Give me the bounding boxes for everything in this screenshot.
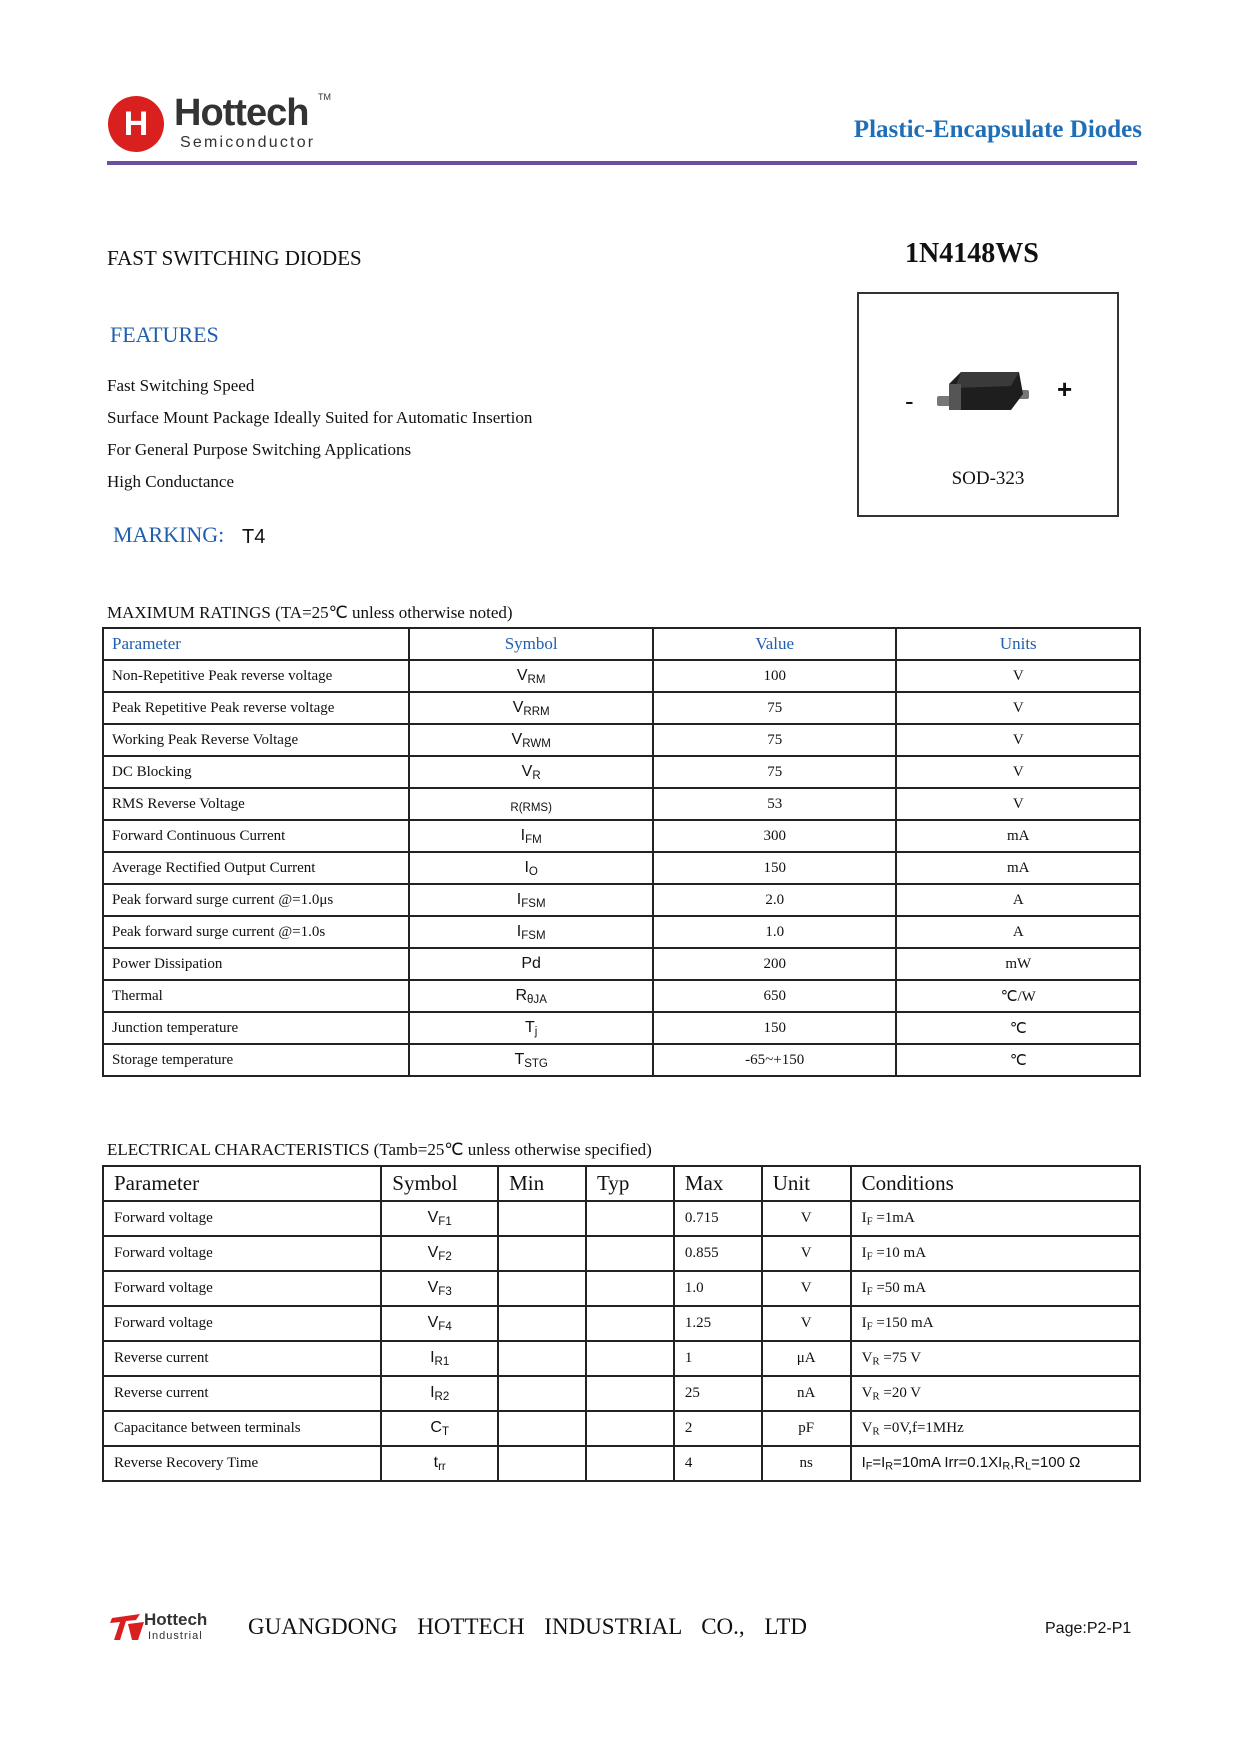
conditions-cell — [851, 1341, 1140, 1376]
footer-company: GUANGDONG HOTTECH INDUSTRIAL CO., LTD — [248, 1614, 807, 1639]
min-cell — [498, 1341, 586, 1376]
condition-text: =20 V — [879, 1384, 922, 1401]
table-row — [103, 948, 1140, 980]
unit-cell: A — [896, 916, 1140, 948]
unit-cell: pF — [762, 1411, 851, 1446]
unit-cell: V — [762, 1271, 851, 1306]
conditions-cell — [851, 1376, 1140, 1411]
table-row — [103, 852, 1140, 884]
value-cell: 300 — [653, 820, 897, 852]
unit-cell: μA — [762, 1341, 851, 1376]
symbol-cell — [381, 1341, 498, 1376]
symbol-letter: t — [433, 1454, 439, 1472]
symbol-subscript: R1 — [434, 1355, 450, 1368]
table-row — [103, 1411, 1140, 1446]
table-row — [103, 1376, 1140, 1411]
table-row — [103, 820, 1140, 852]
table-row — [103, 1201, 1140, 1236]
symbol-cell — [409, 692, 653, 724]
condition-text: ,R — [1010, 1454, 1026, 1472]
table-row — [103, 1236, 1140, 1271]
parameter-cell: Peak forward surge current @=1.0s — [103, 916, 409, 948]
condition-text: =150 mA — [872, 1314, 934, 1331]
table-row — [103, 916, 1140, 948]
unit-cell: V — [762, 1306, 851, 1341]
unit-cell: ℃/W — [896, 980, 1140, 1012]
package-image — [931, 364, 1041, 424]
doc-category: FAST SWITCHING DIODES — [107, 246, 362, 270]
condition-text: =0V,f=1MHz — [879, 1419, 964, 1436]
marking-value: T4 — [242, 526, 266, 548]
symbol-letter: Pd — [521, 954, 541, 972]
max-cell: 2 — [674, 1411, 762, 1446]
max-cell: 1 — [674, 1341, 762, 1376]
unit-cell: V — [896, 660, 1140, 692]
min-cell — [498, 1201, 586, 1236]
feature-item: Fast Switching Speed — [107, 376, 255, 395]
table-row — [103, 660, 1140, 692]
condition-text: =10mA Irr=0.1XI — [893, 1454, 1003, 1472]
symbol-subscript: FSM — [521, 897, 546, 910]
parameter-cell: Storage temperature — [103, 1044, 409, 1076]
condition-subscript: L — [1025, 1460, 1032, 1473]
marking-heading: MARKING: — [113, 522, 225, 547]
parameter-cell: Peak Repetitive Peak reverse voltage — [103, 692, 409, 724]
unit-cell: nA — [762, 1376, 851, 1411]
symbol-subscript: R2 — [434, 1390, 450, 1403]
symbol-subscript: RRM — [523, 705, 550, 718]
max-cell: 0.715 — [674, 1201, 762, 1236]
min-cell — [498, 1306, 586, 1341]
symbol-letter: I — [516, 890, 522, 908]
condition-text: =10 mA — [872, 1244, 927, 1261]
table-header-row — [103, 628, 1140, 660]
min-cell — [498, 1446, 586, 1481]
value-cell: 2.0 — [653, 884, 897, 916]
footer-logo-sub: Industrial — [148, 1630, 203, 1642]
table-row — [103, 980, 1140, 1012]
parameter-cell: Reverse current — [103, 1341, 381, 1376]
feature-item: High Conductance — [107, 472, 234, 491]
condition-subscript: R — [872, 1355, 880, 1368]
condition-text: =I — [872, 1454, 886, 1472]
symbol-letter: V — [512, 698, 524, 716]
min-cell — [498, 1236, 586, 1271]
max-cell: 25 — [674, 1376, 762, 1411]
condition-subscript: R — [1002, 1460, 1011, 1473]
symbol-subscript: T — [441, 1425, 449, 1438]
value-cell: 75 — [653, 756, 897, 788]
unit-cell: V — [896, 788, 1140, 820]
unit-cell: ns — [762, 1446, 851, 1481]
symbol-letter: T — [525, 1018, 535, 1036]
symbol-cell — [409, 724, 653, 756]
column-header: Parameter — [103, 1166, 381, 1201]
table-row — [103, 1271, 1140, 1306]
symbol-subscript: rr — [438, 1460, 446, 1473]
conditions-cell — [851, 1306, 1140, 1341]
parameter-cell: Non-Repetitive Peak reverse voltage — [103, 660, 409, 692]
condition-subscript: R — [872, 1390, 880, 1403]
unit-cell: ℃ — [896, 1044, 1140, 1076]
symbol-letter: V — [427, 1244, 439, 1262]
symbol-subscript: F3 — [438, 1285, 452, 1298]
unit-cell: mA — [896, 852, 1140, 884]
parameter-cell: Thermal — [103, 980, 409, 1012]
parameter-cell: Forward voltage — [103, 1306, 381, 1341]
typ-cell — [586, 1306, 674, 1341]
value-cell: 650 — [653, 980, 897, 1012]
table-row — [103, 756, 1140, 788]
logo-mark: H — [123, 105, 149, 143]
symbol-letter: V — [427, 1314, 439, 1332]
table-row — [103, 724, 1140, 756]
condition-text: V — [861, 1419, 873, 1436]
package-name: SOD-323 — [951, 468, 1025, 489]
typ-cell — [586, 1271, 674, 1306]
features-heading: FEATURES — [110, 322, 219, 347]
package-box — [857, 292, 1119, 517]
symbol-cell — [409, 788, 653, 820]
min-cell — [498, 1271, 586, 1306]
footer-logo — [110, 1610, 208, 1644]
symbol-cell — [409, 916, 653, 948]
table-row — [103, 692, 1140, 724]
parameter-cell: Reverse Recovery Time — [103, 1446, 381, 1481]
symbol-cell — [381, 1306, 498, 1341]
feature-item: For General Purpose Switching Applications — [107, 440, 412, 459]
parameter-cell: Average Rectified Output Current — [103, 852, 409, 884]
parameter-cell: Power Dissipation — [103, 948, 409, 980]
value-cell: 150 — [653, 852, 897, 884]
column-header: Conditions — [851, 1166, 1140, 1201]
symbol-letter: I — [520, 826, 526, 844]
brand-name: Hottech — [174, 92, 309, 134]
value-cell: 53 — [653, 788, 897, 820]
conditions-cell — [851, 1446, 1140, 1481]
column-header: Parameter — [103, 628, 409, 660]
symbol-cell — [409, 1012, 653, 1044]
table-row — [103, 1044, 1140, 1076]
footer-logo-mark — [110, 1610, 146, 1644]
parameter-cell: Forward Continuous Current — [103, 820, 409, 852]
unit-cell: mA — [896, 820, 1140, 852]
conditions-cell — [851, 1201, 1140, 1236]
condition-subscript: F — [866, 1250, 873, 1263]
column-header: Min — [498, 1166, 586, 1201]
anode-label: + — [1057, 374, 1073, 404]
parameter-cell: Forward voltage — [103, 1201, 381, 1236]
conditions-cell — [851, 1411, 1140, 1446]
min-cell — [498, 1411, 586, 1446]
electrical-table — [102, 1165, 1141, 1482]
symbol-cell — [381, 1201, 498, 1236]
table-row — [103, 1446, 1140, 1481]
parameter-cell: Forward voltage — [103, 1236, 381, 1271]
typ-cell — [586, 1201, 674, 1236]
condition-text: I — [861, 1279, 867, 1296]
column-header: Symbol — [409, 628, 653, 660]
value-cell: 200 — [653, 948, 897, 980]
parameter-cell: Junction temperature — [103, 1012, 409, 1044]
parameter-cell: RMS Reverse Voltage — [103, 788, 409, 820]
condition-subscript: F — [866, 1215, 873, 1228]
typ-cell — [586, 1446, 674, 1481]
unit-cell: mW — [896, 948, 1140, 980]
column-header: Symbol — [381, 1166, 498, 1201]
symbol-letter: V — [516, 666, 528, 684]
condition-subscript: F — [865, 1460, 873, 1473]
column-header: Typ — [586, 1166, 674, 1201]
condition-text: V — [861, 1349, 873, 1366]
symbol-subscript: R(RMS) — [510, 801, 552, 814]
symbol-cell — [409, 660, 653, 692]
symbol-subscript: FM — [525, 833, 542, 846]
parameter-cell: Forward voltage — [103, 1271, 381, 1306]
condition-text: =1mA — [872, 1209, 915, 1226]
typ-cell — [586, 1341, 674, 1376]
table-header-row — [103, 1166, 1140, 1201]
symbol-letter: V — [521, 762, 533, 780]
unit-cell: A — [896, 884, 1140, 916]
max-cell: 1.25 — [674, 1306, 762, 1341]
symbol-cell — [381, 1376, 498, 1411]
symbol-letter: I — [516, 922, 522, 940]
symbol-letter: V — [427, 1209, 439, 1227]
condition-subscript: F — [866, 1285, 873, 1298]
footer-logo-text: Hottech — [144, 1610, 208, 1629]
symbol-cell — [381, 1271, 498, 1306]
symbol-letter: V — [427, 1279, 439, 1297]
unit-cell: V — [896, 724, 1140, 756]
header-title: Plastic-Encapsulate Diodes — [853, 116, 1142, 143]
electrical-title: ELECTRICAL CHARACTERISTICS (Tamb=25℃ unless otherwise specified) — [107, 1140, 652, 1159]
symbol-letter: C — [430, 1419, 442, 1437]
condition-subscript: F — [866, 1320, 873, 1333]
condition-text: I — [861, 1209, 867, 1226]
symbol-subscript: O — [528, 865, 538, 878]
column-header: Units — [896, 628, 1140, 660]
symbol-subscript: F4 — [438, 1320, 452, 1333]
condition-subscript: R — [872, 1425, 880, 1438]
symbol-subscript: FSM — [521, 929, 546, 942]
condition-text: =75 V — [879, 1349, 922, 1366]
trademark: TM — [318, 92, 331, 102]
value-cell: -65~+150 — [653, 1044, 897, 1076]
condition-text: I — [861, 1454, 866, 1472]
symbol-letter: I — [430, 1349, 435, 1367]
max-cell: 4 — [674, 1446, 762, 1481]
condition-text: V — [861, 1384, 873, 1401]
symbol-subscript: θJA — [527, 993, 547, 1006]
symbol-letter: I — [430, 1384, 435, 1402]
value-cell: 75 — [653, 692, 897, 724]
value-cell: 75 — [653, 724, 897, 756]
value-cell: 1.0 — [653, 916, 897, 948]
symbol-cell — [409, 852, 653, 884]
symbol-subscript: RWM — [522, 737, 551, 750]
symbol-cell — [381, 1236, 498, 1271]
max-ratings-table — [102, 627, 1141, 1077]
table-row — [103, 1012, 1140, 1044]
condition-text: I — [861, 1244, 867, 1261]
column-header: Max — [674, 1166, 762, 1201]
symbol-letter: I — [524, 858, 529, 876]
symbol-cell — [381, 1411, 498, 1446]
max-cell: 0.855 — [674, 1236, 762, 1271]
symbol-subscript: j — [534, 1025, 538, 1038]
parameter-cell: Peak forward surge current @=1.0μs — [103, 884, 409, 916]
condition-subscript: R — [885, 1460, 894, 1473]
symbol-letter: R — [515, 986, 528, 1004]
conditions-cell — [851, 1236, 1140, 1271]
typ-cell — [586, 1236, 674, 1271]
company-logo — [108, 88, 348, 158]
symbol-letter: V — [511, 730, 523, 748]
symbol-cell — [409, 948, 653, 980]
parameter-cell: Capacitance between terminals — [103, 1411, 381, 1446]
brand-subtitle: Semiconductor — [180, 134, 316, 151]
symbol-cell — [381, 1446, 498, 1481]
part-number: 1N4148WS — [905, 238, 1039, 269]
condition-text: =50 mA — [872, 1279, 927, 1296]
min-cell — [498, 1376, 586, 1411]
symbol-cell — [409, 756, 653, 788]
parameter-cell: Reverse current — [103, 1376, 381, 1411]
header-divider — [107, 161, 1137, 165]
condition-text: =100 Ω — [1031, 1454, 1081, 1472]
symbol-subscript: RM — [527, 673, 546, 686]
parameter-cell: DC Blocking — [103, 756, 409, 788]
page-number: Page:P2-P1 — [1045, 1620, 1132, 1637]
unit-cell: V — [896, 692, 1140, 724]
unit-cell: V — [762, 1201, 851, 1236]
symbol-cell — [409, 820, 653, 852]
max-cell: 1.0 — [674, 1271, 762, 1306]
condition-text: I — [861, 1314, 867, 1331]
value-cell: 150 — [653, 1012, 897, 1044]
table-row — [103, 1341, 1140, 1376]
symbol-cell — [409, 980, 653, 1012]
table-row — [103, 1306, 1140, 1341]
parameter-cell: Working Peak Reverse Voltage — [103, 724, 409, 756]
max-ratings-title: MAXIMUM RATINGS (TA=25℃ unless otherwise noted) — [107, 603, 513, 622]
feature-item: Surface Mount Package Ideally Suited for Automatic Insertion — [107, 408, 533, 427]
unit-cell: V — [896, 756, 1140, 788]
symbol-subscript: STG — [524, 1057, 548, 1070]
value-cell: 100 — [653, 660, 897, 692]
table-row — [103, 788, 1140, 820]
symbol-cell — [409, 884, 653, 916]
column-header: Value — [653, 628, 897, 660]
symbol-subscript: F1 — [438, 1215, 452, 1228]
cathode-label: - — [905, 386, 914, 416]
typ-cell — [586, 1376, 674, 1411]
symbol-subscript: R — [532, 769, 541, 782]
table-row — [103, 884, 1140, 916]
column-header: Unit — [762, 1166, 851, 1201]
symbol-subscript: F2 — [438, 1250, 452, 1263]
conditions-cell — [851, 1271, 1140, 1306]
unit-cell: V — [762, 1236, 851, 1271]
symbol-letter: T — [514, 1050, 525, 1068]
symbol-cell — [409, 1044, 653, 1076]
unit-cell: ℃ — [896, 1012, 1140, 1044]
typ-cell — [586, 1411, 674, 1446]
